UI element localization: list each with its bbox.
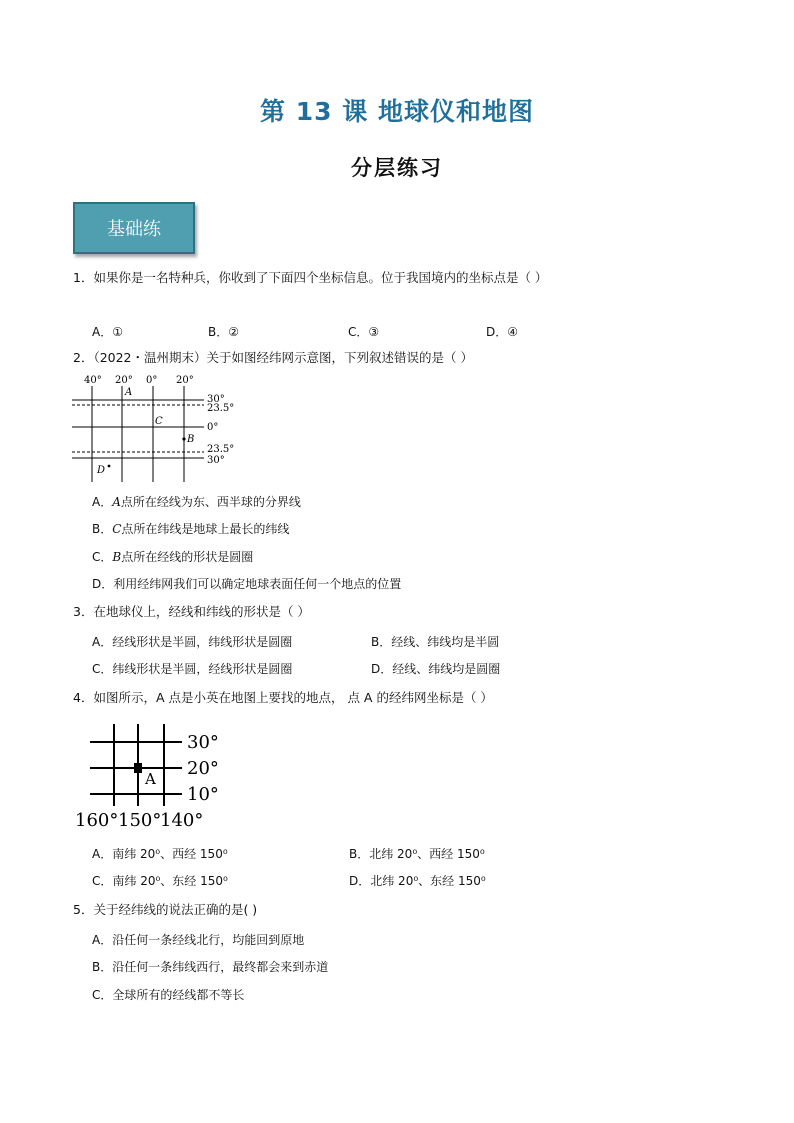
option-point: C <box>112 522 122 536</box>
lon-label-0: 0° <box>146 375 158 386</box>
question-3-stem: 3．在地球仪上，经线和纬线的形状是（ ） <box>73 604 310 619</box>
question-2-stem: 2．（2022・温州期末）关于如图经纬网示意图，下列叙述错误的是（ ） <box>73 350 473 365</box>
question-1-option-a[interactable]: A．① <box>92 325 123 339</box>
question-1-stem: 1．如果你是一名特种兵，你收到了下面四个坐标信息。位于我国境内的坐标点是（ ） <box>73 270 548 285</box>
option-letter: B． <box>92 522 113 536</box>
question-4-option-d[interactable]: D．北纬 20⁰、东经 150⁰ <box>349 874 486 888</box>
question-2-graticule-figure <box>70 372 245 484</box>
question-3-option-a[interactable]: A．经线形状是半圆，纬线形状是圆圈 <box>92 635 293 649</box>
question-5-option-a[interactable]: A．沿任何一条经线北行，均能回到原地 <box>92 933 305 947</box>
option-letter: D． <box>92 577 114 591</box>
lat-label-23s: 23.5° <box>207 444 235 455</box>
question-4-option-c[interactable]: C．南纬 20⁰、东经 150⁰ <box>92 874 228 888</box>
lon-label-40: 40° <box>84 375 102 386</box>
point-a-label: A <box>125 387 133 398</box>
point-d-label: D <box>97 465 106 476</box>
lon-label-150: 150° <box>118 810 162 831</box>
option-letter: C． <box>92 550 113 564</box>
point-a-label: A <box>145 770 156 788</box>
question-3-option-c[interactable]: C．纬线形状是半圆，经线形状是圆圈 <box>92 662 293 676</box>
lat-label-20: 20° <box>187 758 219 779</box>
question-1-option-b[interactable]: B．② <box>208 325 239 339</box>
option-point: A <box>112 495 121 509</box>
lon-label-140: 140° <box>160 810 204 831</box>
question-2-option-d[interactable] <box>92 576 401 592</box>
option-text: 利用经纬网我们可以确定地球表面任何一个地点的位置 <box>113 577 402 591</box>
page-title: 第 13 课 地球仪和地图 <box>260 97 534 126</box>
question-2-option-c[interactable] <box>92 549 253 565</box>
question-5-option-c[interactable]: C．全球所有的经线都不等长 <box>92 988 245 1002</box>
question-3-option-d[interactable]: D．经线、纬线均是圆圈 <box>371 662 501 676</box>
lat-label-10: 10° <box>187 784 219 805</box>
lat-label-30s: 30° <box>207 455 225 466</box>
question-4-option-a[interactable]: A．南纬 20⁰、西经 150⁰ <box>92 847 228 861</box>
option-text: 点所在经线为东、西半球的分界线 <box>120 495 301 509</box>
point-b-label: B <box>187 434 195 445</box>
section-badge: 基础练 <box>73 202 195 254</box>
question-1-option-d[interactable]: D．④ <box>486 325 518 339</box>
option-text: 点所在纬线是地球上最长的纬线 <box>121 522 290 536</box>
question-5-option-b[interactable]: B．沿任何一条纬线西行，最终都会来到赤道 <box>92 960 329 974</box>
page-subtitle: 分层练习 <box>351 156 443 180</box>
question-2-option-b[interactable] <box>92 521 289 537</box>
lat-label-30n: 30° <box>207 394 225 405</box>
question-2-option-a[interactable] <box>92 494 301 510</box>
option-point: B <box>112 550 122 564</box>
point-a-marker <box>134 763 142 773</box>
question-4-graticule-figure <box>74 720 234 832</box>
lon-label-20w: 20° <box>115 375 133 386</box>
lon-label-160: 160° <box>75 810 119 831</box>
question-4-stem: 4．如图所示，A 点是小英在地图上要找的地点， 点 A 的经纬网坐标是（ ） <box>73 690 493 705</box>
lat-label-23n: 23.5° <box>207 403 235 414</box>
point-c-label: C <box>155 416 163 427</box>
point-b-dot <box>182 437 185 440</box>
option-text: 点所在经线的形状是圆圈 <box>121 550 254 564</box>
question-5-stem: 5．关于经纬线的说法正确的是( ) <box>73 902 258 917</box>
option-letter: A． <box>92 495 113 509</box>
lat-label-0: 0° <box>207 422 219 433</box>
lon-label-20e: 20° <box>176 375 194 386</box>
lat-label-30: 30° <box>187 732 219 753</box>
question-1-option-c[interactable]: C．③ <box>348 325 380 339</box>
point-d-dot <box>108 465 111 468</box>
question-4-option-b[interactable]: B．北纬 20⁰、西经 150⁰ <box>349 847 485 861</box>
question-3-option-b[interactable]: B．经线、纬线均是半圆 <box>371 635 500 649</box>
